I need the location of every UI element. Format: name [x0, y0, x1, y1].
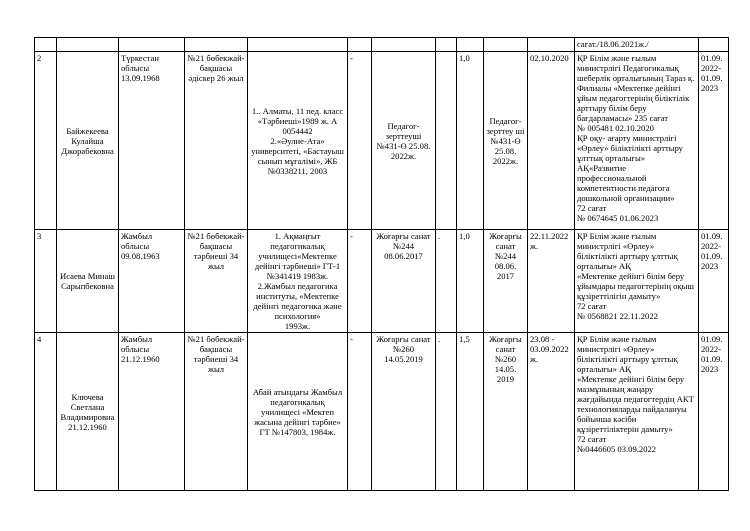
table-row	[35, 333, 729, 491]
workplace: №21 бөбекжай-бақшасы әдіскер 26 жыл	[185, 52, 248, 230]
col-8: 1,0	[457, 52, 484, 230]
col-5: -	[348, 52, 372, 230]
period: 01.09.2022-01.09.2023	[699, 333, 729, 491]
education: 1.. Алматы, 11 пед. класс «Тәрбиеші»1989 ж. А 0054442 2.«Әулие-Ата» университеті, «Бастауыш сынып мұғалімі», ЖБ №0338211, 2003	[248, 52, 348, 230]
row-number: 4	[35, 333, 57, 491]
col-5	[348, 38, 372, 52]
teacher-name: Байжекеева Кулайша Джорабековна	[57, 52, 119, 230]
col-7: .	[436, 230, 457, 333]
workplace	[185, 38, 248, 52]
course-date	[528, 38, 575, 52]
teacher-name: Исаева Минаш Сарыпбековна	[57, 230, 119, 333]
col-9	[484, 38, 528, 52]
birth-info: Жамбыл облысы 09.08.1963	[119, 230, 185, 333]
course-date: 22.11.2022 ж.	[528, 230, 575, 333]
category	[372, 38, 436, 52]
table-row	[35, 38, 729, 52]
col-9: Жоғарғы санат №260 14.05. 2019	[484, 333, 528, 491]
birth-info: Түркестан облысы 13.09.1968	[119, 52, 185, 230]
row-number: 3	[35, 230, 57, 333]
course-date: 23.08 - 03.09.2022 ж.	[528, 333, 575, 491]
row-number	[35, 38, 57, 52]
row-number: 2	[35, 52, 57, 230]
col-5: -	[348, 230, 372, 333]
col-7: .	[436, 333, 457, 491]
course-info: сағат./18.06.2021ж./	[575, 38, 699, 52]
col-9: Жоғарғы санат №244 08.06. 2017	[484, 230, 528, 333]
col-5: -	[348, 333, 372, 491]
workplace: №21 бөбекжай-бақшасы тәрбиеші 34 жыл	[185, 230, 248, 333]
col-7	[436, 52, 457, 230]
staff-table	[34, 37, 729, 491]
col-8: 1,0	[457, 230, 484, 333]
period: 01.09.2022-01.09.2023	[699, 230, 729, 333]
category: Педагог-зерттеуші №431-Ө 25.08. 2022ж.	[372, 52, 436, 230]
col-8	[457, 38, 484, 52]
education: Абай атындағы Жамбыл педагогикалық училищесі «Мектеп жасына дейінгі тәрбие» ГТ №147803, 1984ж.	[248, 333, 348, 491]
period: 01.09.2022-01.09.2023	[699, 52, 729, 230]
course-info: ҚР Білім және ғылым министрлігі «Өрлеу» біліктілікті арттыру ұлттық орталығы» АҚ «Мектепке дейінгі білім беру ұйымдары педагогтерінің оқыш құзіреттілігін дамыту» 72 сағат № 0568821 22.11.2022	[575, 230, 699, 333]
course-info: ҚР Білім және ғылым министрлігі «Өрлеу» біліктілікті арттыру ұлттық орталығы» АҚ «Мектепке дейінгі білім беру мазмұнының жаңару жағдайында педагогтердің АКТ технологияларды пайдалануы бойынша кәсіби құзіреттіліктерін дамыту» 72 сағат №0446605 03.09.2022	[575, 333, 699, 491]
category: Жоғарғы санат №260 14.05.2019	[372, 333, 436, 491]
col-9: Педагог-зерттеу ші №431-Ө 25.08. 2022ж.	[484, 52, 528, 230]
birth-info: Жамбыл облысы 21.12.1960	[119, 333, 185, 491]
workplace: №21 бөбекжай-бақшасы тәрбиеші 34 жыл	[185, 333, 248, 491]
col-7	[436, 38, 457, 52]
table-row	[35, 230, 729, 333]
teacher-name: Ключева Светлана Владимировна 21.12.1960	[57, 333, 119, 491]
table-row	[35, 52, 729, 230]
course-date: 02.10.2020	[528, 52, 575, 230]
education: 1. Ақмаңғыт педагогикалық училищесі«Мектепке дейінгі тәрбиеші» ГТ-1 №341419 1983ж. 2.Жамбыл педагогика институты, «Мектепке дейінгі педагогика және психология» 1993ж.	[248, 230, 348, 333]
col-8: 1,5	[457, 333, 484, 491]
birth-info	[119, 38, 185, 52]
teacher-name	[57, 38, 119, 52]
course-info: ҚР Білім және ғылым министрлігі Педагогикалық шеберлік орталығының Тараз қ. Филиалы «Мектепке дейінгі ұйым педагогтерінің біліктілік арттыру білім беру бағдарламасы» 235 сағат № 005481 02.10.2020 ҚР оқу- ағарту министрлігі «Өрлеу» біліктілікті арттыру ұлттық орталығы» АҚ«Развитие профессиональной компетентности педагога дошкольной организации» 72 сағат № 0674645 01.06.2023	[575, 52, 699, 230]
education	[248, 38, 348, 52]
category: Жоғарғы санат №244 08.06.2017	[372, 230, 436, 333]
period	[699, 38, 729, 52]
